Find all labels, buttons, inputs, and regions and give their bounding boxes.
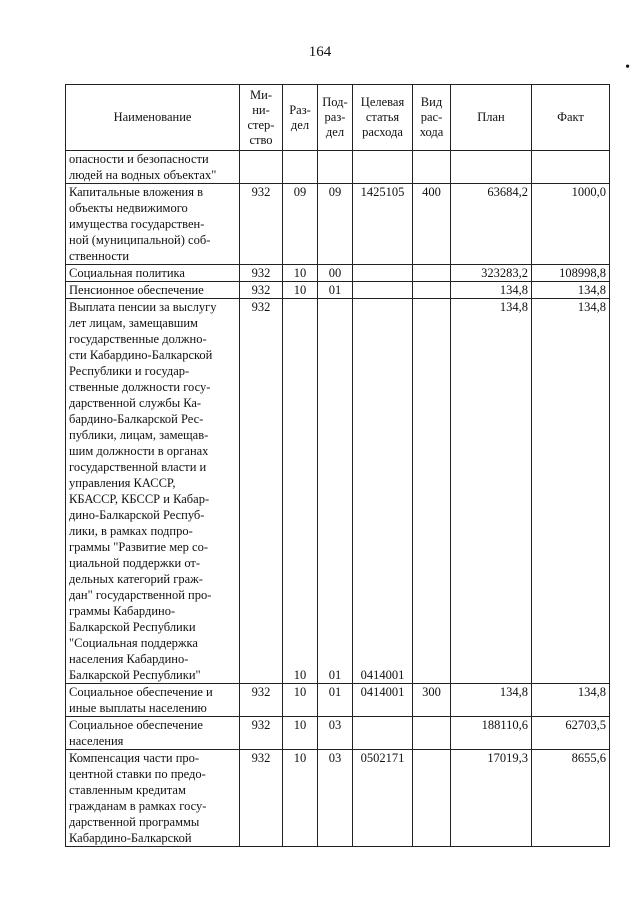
row-name: Капитальные вложения в объекты недвижимого имущества государствен- ной (муниципальной) соб- ственности xyxy=(66,184,240,265)
row-section: 10 xyxy=(283,717,318,750)
row-target: 1425105 xyxy=(353,184,413,265)
row-subsection: 09 xyxy=(318,184,353,265)
header-ministry: Ми- ни- стер- ство xyxy=(240,85,283,151)
row-fact: 134,8 xyxy=(532,299,610,684)
row-subsection xyxy=(318,151,353,184)
row-plan xyxy=(451,151,532,184)
row-plan: 63684,2 xyxy=(451,184,532,265)
row-target xyxy=(353,717,413,750)
table-row xyxy=(66,184,610,265)
row-subsection: 01 xyxy=(318,299,353,684)
row-plan: 134,8 xyxy=(451,299,532,684)
row-subsection: 01 xyxy=(318,684,353,717)
row-name: Социальное обеспечение и иные выплаты населению xyxy=(66,684,240,717)
row-fact: 1000,0 xyxy=(532,184,610,265)
row-ministry xyxy=(240,151,283,184)
header-subsection: Под- раз- дел xyxy=(318,85,353,151)
row-fact: 134,8 xyxy=(532,282,610,299)
row-ministry: 932 xyxy=(240,684,283,717)
row-target xyxy=(353,265,413,282)
header-name: Наименование xyxy=(66,85,240,151)
row-name: Социальное обеспечение населения xyxy=(66,717,240,750)
budget-table xyxy=(65,84,610,847)
row-ministry: 932 xyxy=(240,265,283,282)
header-section: Раз- дел xyxy=(283,85,318,151)
row-subsection: 03 xyxy=(318,750,353,847)
page-number: 164 xyxy=(308,44,332,60)
header-fact: Факт xyxy=(532,85,610,151)
row-target: 0502171 xyxy=(353,750,413,847)
row-plan: 17019,3 xyxy=(451,750,532,847)
row-name: Выплата пенсии за выслугу лет лицам, замещавшим государственные должно- сти Кабардино-Балкарской Республики и государ- ственные должности госу- дарственной службы Ка- бардино-Балкарской Рес- публики, лицам, замещав- шим должности в органах государственной власти и управления КАССР, КБАССР, КБССР и Кабар- дино-Балкарской Респуб- лики, в рамках подпро- граммы "Развитие мер со- циальной поддержки от- дельных категорий граж- дан" государственной про- граммы Кабардино- Балкарской Республики "Социальная поддержка населения Кабардино- Балкарской Республики" xyxy=(66,299,240,684)
row-name: опасности и безопасности людей на водных объектах" xyxy=(66,151,240,184)
table-row xyxy=(66,151,610,184)
row-kind xyxy=(413,265,451,282)
row-ministry: 932 xyxy=(240,282,283,299)
row-subsection: 03 xyxy=(318,717,353,750)
row-subsection: 00 xyxy=(318,265,353,282)
row-kind xyxy=(413,717,451,750)
row-section: 10 xyxy=(283,684,318,717)
table-row xyxy=(66,299,610,684)
row-kind xyxy=(413,750,451,847)
row-kind: 300 xyxy=(413,684,451,717)
row-ministry: 932 xyxy=(240,184,283,265)
row-kind xyxy=(413,282,451,299)
row-kind xyxy=(413,151,451,184)
table-row xyxy=(66,684,610,717)
row-fact: 62703,5 xyxy=(532,717,610,750)
row-fact: 108998,8 xyxy=(532,265,610,282)
row-fact: 8655,6 xyxy=(532,750,610,847)
table-row xyxy=(66,717,610,750)
row-kind: 400 xyxy=(413,184,451,265)
row-plan: 188110,6 xyxy=(451,717,532,750)
row-fact: 134,8 xyxy=(532,684,610,717)
row-section: 10 xyxy=(283,299,318,684)
row-name: Пенсионное обеспечение xyxy=(66,282,240,299)
row-plan: 134,8 xyxy=(451,684,532,717)
row-ministry: 932 xyxy=(240,750,283,847)
row-kind xyxy=(413,299,451,684)
edge-mark: • xyxy=(625,60,630,75)
table-row xyxy=(66,282,610,299)
row-target: 0414001 xyxy=(353,684,413,717)
row-name: Социальная политика xyxy=(66,265,240,282)
row-plan: 323283,2 xyxy=(451,265,532,282)
header-kind: Вид рас- хода xyxy=(413,85,451,151)
row-target xyxy=(353,282,413,299)
row-section: 10 xyxy=(283,265,318,282)
row-name: Компенсация части про- центной ставки по предо- ставленным кредитам гражданам в рамках госу- дарственной программы Кабардино-Балкарской xyxy=(66,750,240,847)
row-section: 09 xyxy=(283,184,318,265)
row-plan: 134,8 xyxy=(451,282,532,299)
row-target: 0414001 xyxy=(353,299,413,684)
row-subsection: 01 xyxy=(318,282,353,299)
row-fact xyxy=(532,151,610,184)
row-section xyxy=(283,151,318,184)
row-target xyxy=(353,151,413,184)
row-section: 10 xyxy=(283,750,318,847)
row-ministry: 932 xyxy=(240,299,283,684)
row-ministry: 932 xyxy=(240,717,283,750)
header-plan: План xyxy=(451,85,532,151)
table-row xyxy=(66,750,610,847)
row-section: 10 xyxy=(283,282,318,299)
header-row xyxy=(66,85,610,151)
table-row xyxy=(66,265,610,282)
header-target: Целевая статья расхода xyxy=(353,85,413,151)
